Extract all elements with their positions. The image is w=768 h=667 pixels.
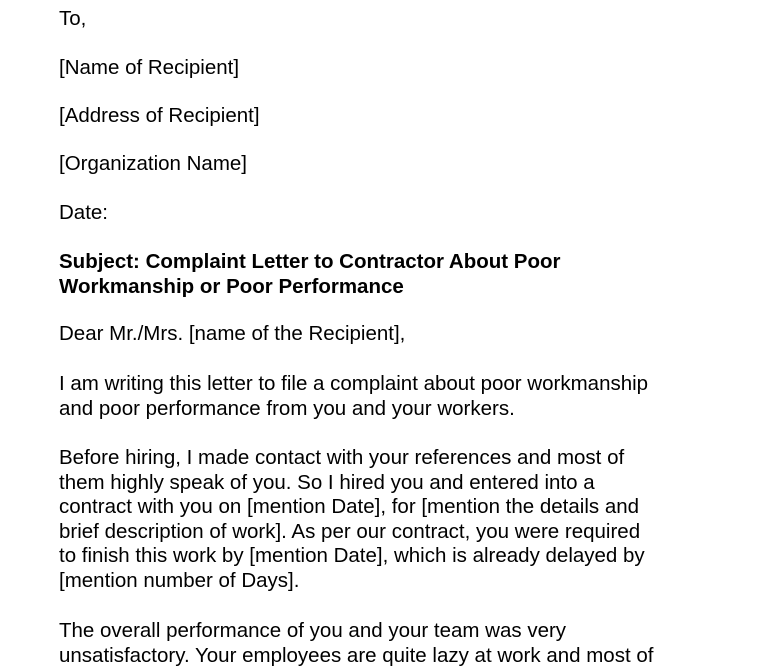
recipient-address-placeholder: [Address of Recipient] xyxy=(59,104,260,127)
subject-line: Subject: Complaint Letter to Contractor About Poor Workmanship or Poor Performance xyxy=(59,250,561,298)
recipient-name-placeholder: [Name of Recipient] xyxy=(59,56,240,79)
body-paragraph-contract-details: Before hiring, I made contact with your references and most of them highly speak of you. So I hired you and entered into a contract with you on [mention Date], for [mention the details and brief description of work]. As per our contract, you were required to finish this work by [mention Date], which is already delayed by [mention number of Days]. xyxy=(59,446,645,592)
date-line: Date: xyxy=(59,201,108,224)
salutation: Dear Mr./Mrs. [name of the Recipient], xyxy=(59,322,406,345)
body-paragraph-complaint: I am writing this letter to file a complaint about poor workmanship and poor performance from you and your workers. xyxy=(59,372,649,420)
organization-name-placeholder: [Organization Name] xyxy=(59,152,248,175)
to-line: To, xyxy=(59,7,87,30)
body-paragraph-performance: The overall performance of you and your team was very unsatisfactory. Your employees are quite lazy at work and most of xyxy=(59,619,654,667)
